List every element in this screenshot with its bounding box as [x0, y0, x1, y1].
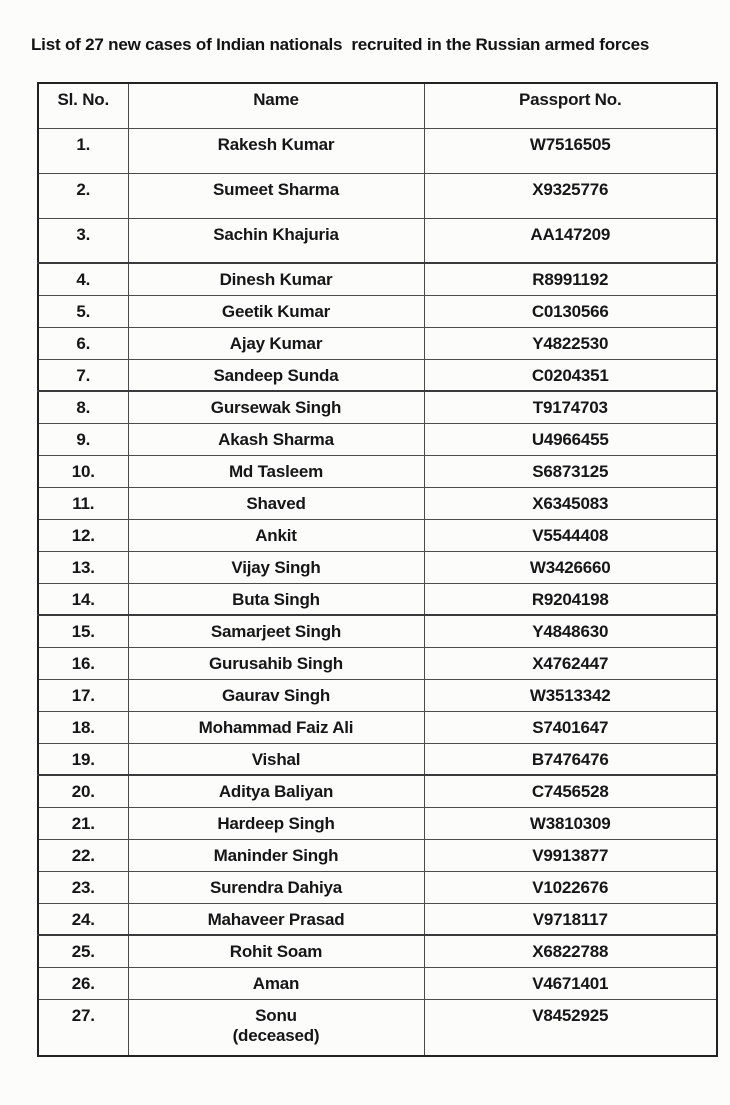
passport-cell: V4671401	[424, 967, 717, 999]
passport-cell: U4966455	[424, 423, 717, 455]
table-row	[38, 455, 717, 487]
sl-cell: 12.	[38, 519, 128, 551]
passport-cell: V9718117	[424, 903, 717, 935]
name-cell	[128, 218, 424, 263]
passport-cell: V9913877	[424, 839, 717, 871]
passport-cell: V1022676	[424, 871, 717, 903]
sl-cell: 1.	[38, 128, 128, 173]
table-row	[38, 218, 717, 263]
name-text: Gaurav Singh	[221, 685, 331, 705]
sl-cell: 7.	[38, 359, 128, 391]
table-row	[38, 679, 717, 711]
name-text: Ankit	[255, 525, 297, 545]
name-cell	[128, 775, 424, 807]
name-cell	[128, 839, 424, 871]
name-text: Rakesh Kumar	[217, 134, 335, 154]
sl-cell: 26.	[38, 967, 128, 999]
passport-cell: S6873125	[424, 455, 717, 487]
sl-cell: 16.	[38, 647, 128, 679]
sl-cell: 5.	[38, 295, 128, 327]
sl-no-header: Sl. No.	[38, 83, 128, 128]
table-row	[38, 871, 717, 903]
sl-cell: 2.	[38, 173, 128, 218]
table-row	[38, 263, 717, 295]
name-text: Dinesh Kumar	[219, 270, 333, 289]
sl-cell: 6.	[38, 327, 128, 359]
sl-cell: 24.	[38, 903, 128, 935]
name-cell	[128, 519, 424, 551]
passport-cell: X4762447	[424, 647, 717, 679]
table-row	[38, 359, 717, 391]
name-text: Mohammad Faiz Ali	[198, 717, 354, 737]
table-row	[38, 551, 717, 583]
name-cell	[128, 807, 424, 839]
passport-cell: Y4848630	[424, 615, 717, 647]
name-text: Sumeet Sharma	[213, 179, 339, 199]
sl-cell: 20.	[38, 775, 128, 807]
name-cell	[128, 743, 424, 775]
passport-cell: W7516505	[424, 128, 717, 173]
name-cell	[128, 967, 424, 999]
passport-header: Passport No.	[424, 83, 717, 128]
passport-cell: X6345083	[424, 487, 717, 519]
table-row	[38, 807, 717, 839]
name-text: Aditya Baliyan	[218, 782, 334, 801]
table-row	[38, 743, 717, 775]
table-row	[38, 583, 717, 615]
name-text: Sachin Khajuria	[213, 224, 339, 244]
name-cell	[128, 711, 424, 743]
name-text: Sonu	[255, 1005, 297, 1025]
name-cell	[128, 391, 424, 423]
name-cell	[128, 647, 424, 679]
name-header: Name	[128, 83, 424, 128]
table-row	[38, 487, 717, 519]
name-text: Aman	[252, 973, 300, 993]
sl-cell: 23.	[38, 871, 128, 903]
sl-cell: 9.	[38, 423, 128, 455]
name-cell	[128, 999, 424, 1056]
passport-cell: C0204351	[424, 359, 717, 391]
name-text: Mahaveer Prasad	[207, 909, 345, 929]
name-cell	[128, 871, 424, 903]
passport-cell: R8991192	[424, 263, 717, 295]
name-cell	[128, 583, 424, 615]
sl-cell: 19.	[38, 743, 128, 775]
sl-cell: 15.	[38, 615, 128, 647]
passport-cell: W3810309	[424, 807, 717, 839]
table-row	[38, 327, 717, 359]
sl-cell: 25.	[38, 935, 128, 967]
name-cell	[128, 295, 424, 327]
passport-cell: AA147209	[424, 218, 717, 263]
name-cell	[128, 487, 424, 519]
table-row	[38, 173, 717, 218]
table-row	[38, 391, 717, 423]
name-cell	[128, 263, 424, 295]
name-cell	[128, 455, 424, 487]
table-body	[38, 128, 717, 1056]
name-cell	[128, 615, 424, 647]
name-text: Samarjeet Singh	[210, 622, 342, 641]
name-text: Surendra Dahiya	[209, 877, 343, 897]
sl-cell: 17.	[38, 679, 128, 711]
sl-cell: 14.	[38, 583, 128, 615]
passport-cell: T9174703	[424, 391, 717, 423]
recruits-table	[37, 82, 718, 1057]
name-cell	[128, 935, 424, 967]
table-row	[38, 128, 717, 173]
name-text: Gursewak Singh	[210, 398, 342, 417]
name-text: Vishal	[251, 749, 301, 769]
table-row	[38, 647, 717, 679]
table-row	[38, 839, 717, 871]
name-cell	[128, 551, 424, 583]
name-text: Vijay Singh	[231, 557, 321, 577]
name-text: Geetik Kumar	[221, 301, 331, 321]
sl-cell: 11.	[38, 487, 128, 519]
name-text: Maninder Singh	[213, 845, 339, 865]
table-row	[38, 711, 717, 743]
passport-cell: X6822788	[424, 935, 717, 967]
document-title: List of 27 new cases of Indian nationals recruited in the Russian armed forces	[31, 35, 650, 54]
deceased-note: (deceased)	[232, 1025, 320, 1045]
passport-cell: C7456528	[424, 775, 717, 807]
name-cell	[128, 903, 424, 935]
table-row	[38, 999, 717, 1056]
name-text: Ajay Kumar	[229, 333, 323, 353]
sl-cell: 4.	[38, 263, 128, 295]
name-cell	[128, 128, 424, 173]
sl-cell: 8.	[38, 391, 128, 423]
name-cell	[128, 423, 424, 455]
sl-cell: 27.	[38, 999, 128, 1056]
passport-cell: V5544408	[424, 519, 717, 551]
sl-cell: 13.	[38, 551, 128, 583]
passport-cell: V8452925	[424, 999, 717, 1056]
table-row	[38, 935, 717, 967]
table-row	[38, 295, 717, 327]
passport-cell: W3513342	[424, 679, 717, 711]
passport-cell: C0130566	[424, 295, 717, 327]
table-row	[38, 615, 717, 647]
name-cell	[128, 173, 424, 218]
name-text: Md Tasleem	[228, 461, 324, 481]
sl-cell: 21.	[38, 807, 128, 839]
name-text: Hardeep Singh	[217, 813, 335, 833]
name-text: Buta Singh	[232, 589, 320, 609]
sl-cell: 10.	[38, 455, 128, 487]
name-text: Rohit Soam	[229, 942, 323, 961]
name-text: Shaved	[246, 493, 306, 513]
name-text: Akash Sharma	[218, 429, 334, 449]
sl-cell: 22.	[38, 839, 128, 871]
name-cell	[128, 679, 424, 711]
passport-cell: W3426660	[424, 551, 717, 583]
sl-cell: 18.	[38, 711, 128, 743]
header-row	[38, 83, 717, 128]
passport-cell: Y4822530	[424, 327, 717, 359]
table-row	[38, 775, 717, 807]
sl-cell: 3.	[38, 218, 128, 263]
table-row	[38, 519, 717, 551]
table-row	[38, 967, 717, 999]
passport-cell: B7476476	[424, 743, 717, 775]
passport-cell: X9325776	[424, 173, 717, 218]
name-text: Sandeep Sunda	[213, 365, 339, 385]
table-row	[38, 903, 717, 935]
passport-cell: R9204198	[424, 583, 717, 615]
passport-cell: S7401647	[424, 711, 717, 743]
name-cell	[128, 327, 424, 359]
table-row	[38, 423, 717, 455]
name-text: Gurusahib Singh	[209, 653, 343, 673]
name-cell	[128, 359, 424, 391]
